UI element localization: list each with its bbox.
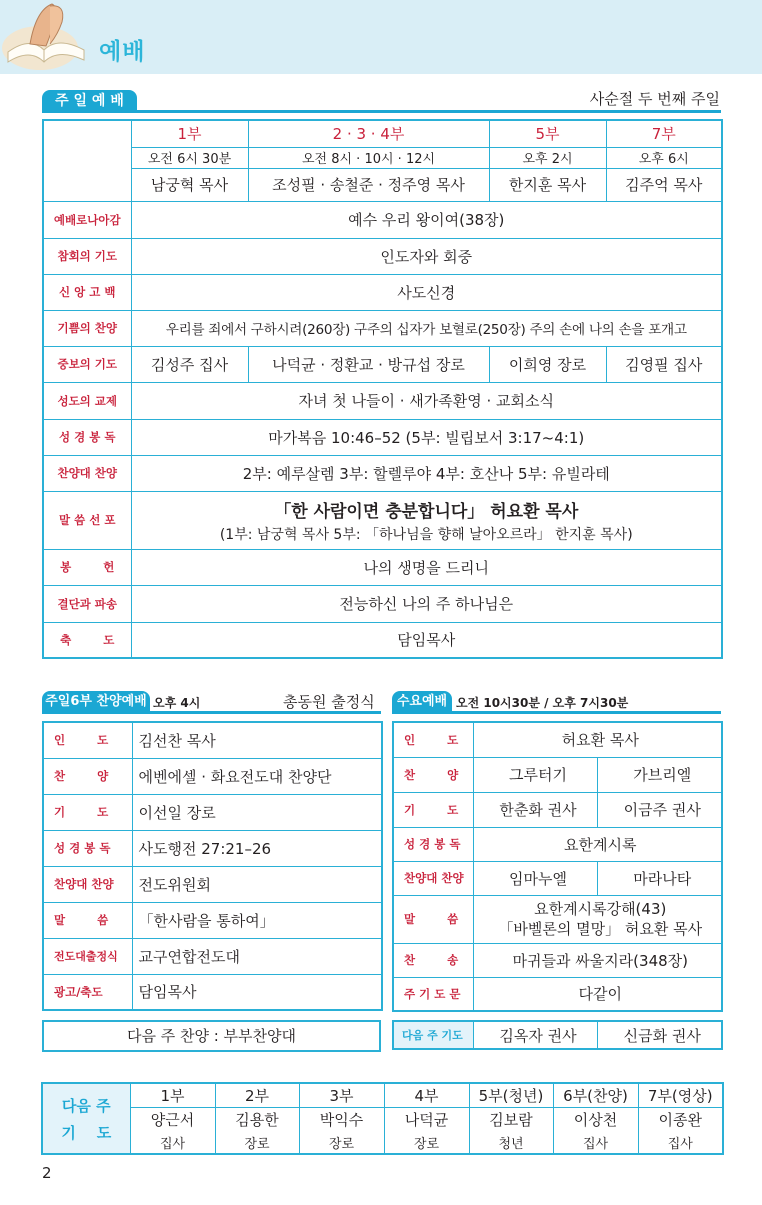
tab-sixth-service: 주일6부 찬양예배: [42, 691, 150, 713]
prayer-svc-2: 2부: [215, 1083, 299, 1107]
sixth-label-announcements: 광고/축도: [43, 974, 132, 1010]
sixth-service-time: 오후 4시: [153, 696, 201, 710]
prayer-svc-3: 3부: [299, 1083, 384, 1107]
wednesday-table: [392, 721, 723, 1012]
row-label-fellowship: 성도의 교제: [43, 382, 131, 419]
sunday-order-table: [42, 119, 723, 659]
wed-label-reading: 성 경 봉 독: [393, 827, 473, 861]
intercession-234: 나덕균 · 정환교 · 방규섭 장로: [248, 346, 489, 382]
row-label-choir: 찬양대 찬양: [43, 455, 131, 491]
wed-label-hymn: 찬 송: [393, 943, 473, 977]
prayer-svc-1: 1부: [130, 1083, 215, 1107]
prayer-name-1: 양근서: [130, 1107, 215, 1132]
wednesday-next-prayer: [392, 1020, 723, 1050]
row-value-choir: 2부: 예루살렘 3부: 할렐루야 4부: 호산나 5부: 유빌라테: [131, 455, 722, 491]
intercession-5: 이희영 장로: [489, 346, 606, 382]
row-label-joy: 기쁨의 찬양: [43, 310, 131, 346]
wed-value-reading: 요한계시록: [473, 827, 722, 861]
sermon-note: (1부: 남궁혁 목사 5부: 「하나님을 향해 날아오르라」 한지훈 목사): [219, 526, 633, 543]
prayer-role-4: 장로: [384, 1132, 469, 1154]
sixth-label-sermon: 말 씀: [43, 902, 132, 938]
row-label-creed: 신 앙 고 백: [43, 274, 131, 310]
prayer-name-4: 나덕균: [384, 1107, 469, 1132]
service-7-pastor: 김주억 목사: [606, 168, 722, 201]
section-header: [0, 0, 762, 74]
tab-underline: [42, 110, 721, 113]
row-value-reading: 마가복음 10:46–52 (5부: 빌립보서 3:17~4:1): [131, 419, 722, 455]
intercession-1: 김성주 집사: [131, 346, 248, 382]
wed-value-lords-prayer: 다같이: [473, 977, 722, 1011]
row-label-call: 예배로나아감: [43, 201, 131, 238]
prayer-role-1: 집사: [130, 1132, 215, 1154]
service-234-name: 2 · 3 · 4부: [248, 120, 489, 147]
service-7-time: 오후 6시: [606, 147, 722, 168]
wed-value-sermon: [473, 895, 722, 943]
wed-label-prayer: 기 도: [393, 792, 473, 827]
service-234-pastor: 조성필 · 송철준 · 정주영 목사: [248, 168, 489, 201]
sixth-value-evangelism: 교구연합전도대: [132, 938, 382, 974]
row-value-creed: 사도신경: [131, 274, 722, 310]
prayer-svc-7: 7부(영상): [638, 1083, 723, 1107]
wed-sermon-title: 「바벨론의 멸망」 허요환 목사: [498, 920, 703, 938]
sixth-value-praise: 에벤에셀 · 화요전도대 찬양단: [132, 758, 382, 794]
prayer-role-3: 장로: [299, 1132, 384, 1154]
wed-value-hymn: 마귀들과 싸울지라(348장): [473, 943, 722, 977]
praying-hands-bible-icon: [0, 0, 92, 74]
next-prayer-label-1: 다음 주: [61, 1096, 111, 1115]
wed-praise-pm: 가브리엘: [597, 757, 722, 792]
service-1-time: 오전 6시 30분: [131, 147, 248, 168]
sixth-value-lead: 김선찬 목사: [132, 722, 382, 758]
wednesday-time: 오전 10시30분 / 오후 7시30분: [456, 696, 629, 710]
sixth-label-choir: 찬양대 찬양: [43, 866, 132, 902]
tab-sunday-worship: 주 일 예 배: [42, 90, 137, 112]
sixth-label-prayer: 기 도: [43, 794, 132, 830]
prayer-name-3: 박익수: [299, 1107, 384, 1132]
row-value-fellowship: 자녀 첫 나들이 · 새가족환영 · 교회소식: [131, 382, 722, 419]
prayer-svc-5: 5부(청년): [469, 1083, 553, 1107]
row-label-intercession: 중보의 기도: [43, 346, 131, 382]
row-label-offering: 봉 헌: [43, 549, 131, 585]
corner-cell: [43, 120, 131, 201]
sixth-value-announcements: 담임목사: [132, 974, 382, 1010]
next-week-prayer-table: [41, 1082, 724, 1155]
page-number: 2: [42, 1164, 52, 1182]
prayer-role-2: 장로: [215, 1132, 299, 1154]
service-5-name: 5부: [489, 120, 606, 147]
sixth-value-sermon: 「한사람을 통하여」: [132, 902, 382, 938]
wed-label-lords-prayer: 주 기 도 문: [393, 977, 473, 1011]
service-7-name: 7부: [606, 120, 722, 147]
service-1-pastor: 남궁혁 목사: [131, 168, 248, 201]
row-value-joy: 우리를 죄에서 구하시려(260장) 구주의 십자가 보혈로(250장) 주의 손에 나의 손을 포개고: [131, 310, 722, 346]
tab-underline: [42, 711, 381, 714]
row-label-confession: 참회의 기도: [43, 238, 131, 274]
service-234-time: 오전 8시 · 10시 · 12시: [248, 147, 489, 168]
sixth-value-choir: 전도위원회: [132, 866, 382, 902]
sixth-value-prayer: 이선일 장로: [132, 794, 382, 830]
next-prayer-label-2: 기 도: [61, 1123, 112, 1142]
prayer-name-7: 이종완: [638, 1107, 723, 1132]
wed-next-label: 다음 주 기도: [393, 1021, 473, 1049]
prayer-svc-4: 4부: [384, 1083, 469, 1107]
row-label-reading: 성 경 봉 독: [43, 419, 131, 455]
row-value-blessing: 담임목사: [131, 622, 722, 658]
wed-sermon-series: 요한계시록강해(43): [534, 900, 667, 918]
sixth-label-lead: 인 도: [43, 722, 132, 758]
wed-choir-am: 임마누엘: [473, 861, 597, 895]
row-value-call: 예수 우리 왕이여(38장): [131, 201, 722, 238]
wed-prayer-am: 한춘화 권사: [473, 792, 597, 827]
wed-label-praise: 찬 양: [393, 757, 473, 792]
row-value-offering: 나의 생명을 드리니: [131, 549, 722, 585]
prayer-role-7: 집사: [638, 1132, 723, 1154]
sixth-service-note: 총동원 출정식: [283, 693, 375, 711]
row-value-sending: 전능하신 나의 주 하나님은: [131, 585, 722, 622]
sixth-label-praise: 찬 양: [43, 758, 132, 794]
service-1-name: 1부: [131, 120, 248, 147]
sixth-service-table: [42, 721, 383, 1011]
row-label-sermon: 말 씀 선 포: [43, 491, 131, 549]
wed-prayer-pm: 이금주 권사: [597, 792, 722, 827]
wed-choir-pm: 마라나타: [597, 861, 722, 895]
wed-next-pm: 신금화 권사: [597, 1021, 722, 1049]
prayer-role-6: 집사: [553, 1132, 638, 1154]
wed-label-choir: 찬양대 찬양: [393, 861, 473, 895]
prayer-name-5: 김보람: [469, 1107, 553, 1132]
row-label-sending: 결단과 파송: [43, 585, 131, 622]
tab-underline: [392, 711, 721, 714]
prayer-name-6: 이상천: [553, 1107, 638, 1132]
sixth-value-reading: 사도행전 27:21–26: [132, 830, 382, 866]
wed-praise-am: 그루터기: [473, 757, 597, 792]
wed-label-sermon: 말 씀: [393, 895, 473, 943]
row-label-blessing: 축 도: [43, 622, 131, 658]
sermon-title: 「한 사람이면 충분합니다」 허요환 목사: [274, 501, 579, 522]
prayer-name-2: 김용한: [215, 1107, 299, 1132]
row-value-sermon: [131, 491, 722, 549]
liturgical-subtitle: 사순절 두 번째 주일: [589, 90, 720, 108]
prayer-svc-6: 6부(찬양): [553, 1083, 638, 1107]
wed-label-lead: 인 도: [393, 722, 473, 757]
tab-wednesday-service: 수요예배: [392, 691, 452, 713]
sixth-label-reading: 성 경 봉 독: [43, 830, 132, 866]
next-prayer-label: [42, 1083, 130, 1154]
prayer-role-5: 청년: [469, 1132, 553, 1154]
service-5-pastor: 한지훈 목사: [489, 168, 606, 201]
sixth-label-evangelism: 전도대출정식: [43, 938, 132, 974]
wed-value-lead: 허요환 목사: [473, 722, 722, 757]
wed-next-am: 김옥자 권사: [473, 1021, 597, 1049]
service-5-time: 오후 2시: [489, 147, 606, 168]
next-week-choir: 다음 주 찬양 : 부부찬양대: [42, 1020, 381, 1052]
intercession-7: 김영필 집사: [606, 346, 722, 382]
row-value-confession: 인도자와 회중: [131, 238, 722, 274]
page-title: 예배: [99, 39, 146, 65]
